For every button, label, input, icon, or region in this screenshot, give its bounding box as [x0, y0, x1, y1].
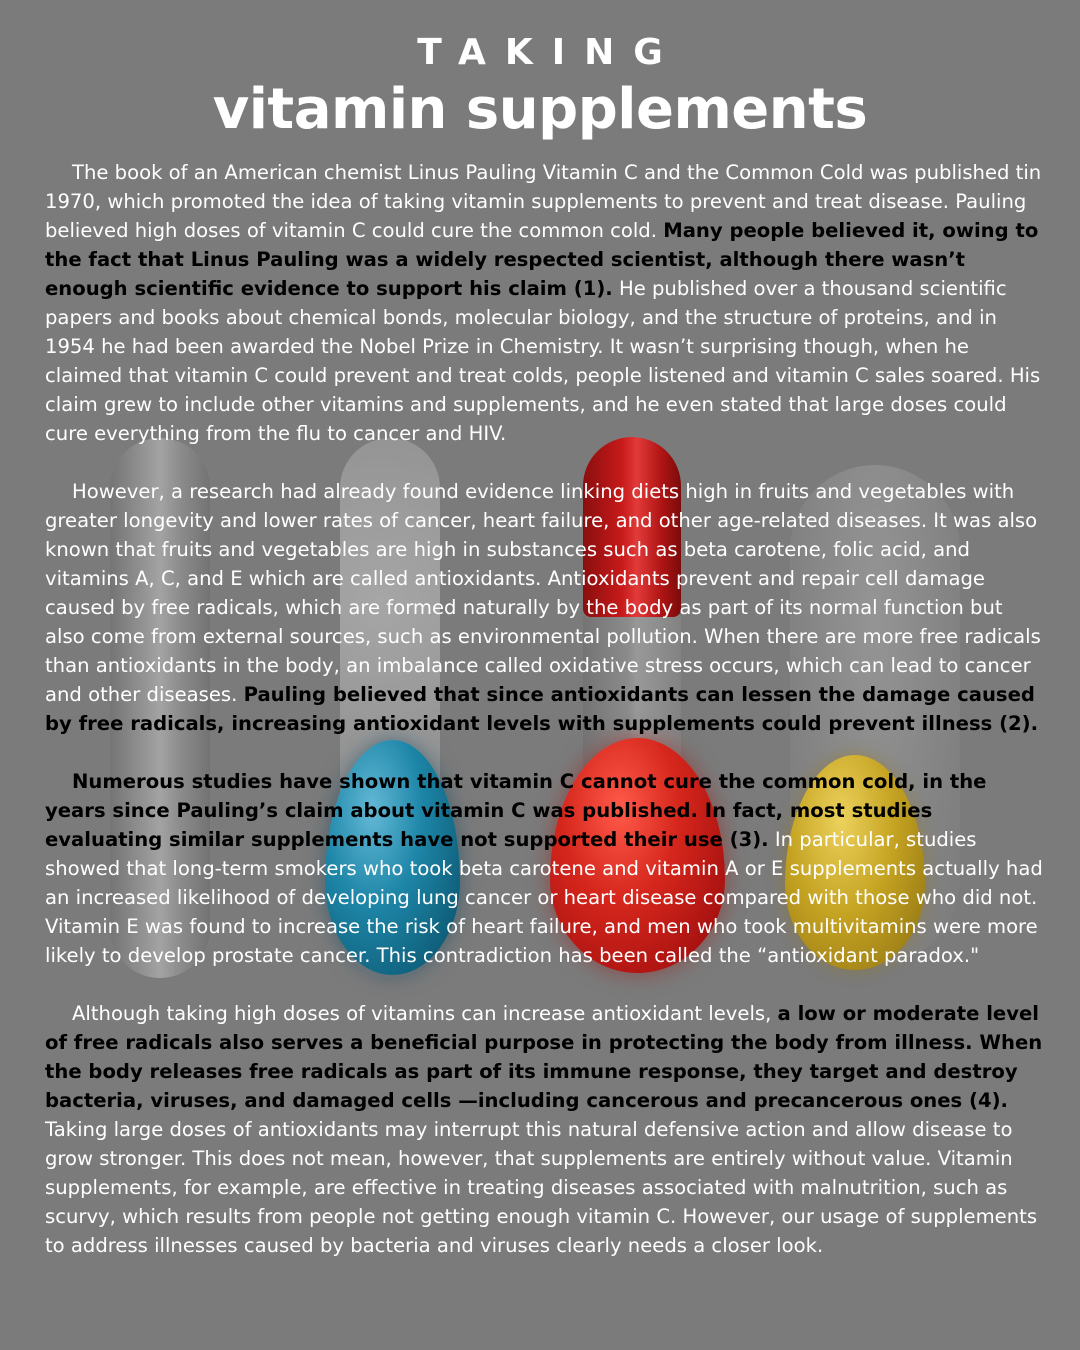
- paragraph-text: However, a research had already found evidence linking diets high in fruits and vegetables with greater longevity and lower rates of cancer, heart failure, and other age-related diseases. It was also known that fruits and vegetables are high in substances such as beta carotene, folic acid, and vitamins A, C, and E which are called antioxidants. Antioxidants prevent and repair cell damage caused by free radicals, which are formed naturally by the body as part of its normal function but also come from external sources, such as environmental pollution. When there are more free radicals than antioxidants in the body, an imbalance called oxidative stress occurs, which can lead to cancer and other diseases.: [45, 480, 1041, 706]
- header: [0, 30, 1080, 144]
- page-title: vitamin supplements: [212, 77, 868, 142]
- paragraph-2: [45, 477, 1045, 738]
- paragraph-4: [45, 999, 1045, 1260]
- paragraph-text: He published over a thousand scientific papers and books about chemical bonds, molecular biology, and the structure of proteins, and in 1954 he had been awarded the Nobel Prize in Chemistry. It wasn’t surprising though, when he claimed that vitamin C could prevent and treat colds, people listened and vitamin C sales soared. His claim grew to include other vitamins and supplements, and he even stated that large doses could cure everything from the flu to cancer and HIV.: [45, 277, 1041, 445]
- paragraph-text: Although taking high doses of vitamins can increase antioxidant levels,: [72, 1002, 778, 1025]
- paragraph-1: [45, 158, 1045, 448]
- paragraph-text: In particular, studies showed that long-term smokers who took beta carotene and vitamin A or E supplements actually had an increased likelihood of developing lung cancer or heart disease compared with those who did not. Vitamin E was found to increase the risk of heart failure, and men who took multivitamins were more likely to develop prostate cancer. This contradiction has been called the “antioxidant paradox.": [45, 828, 1043, 967]
- paragraph-emphasis: a low or moderate level of free radicals also serves a beneficial purpose in protecting the body from illness. When the body releases free radicals as part of its immune response, they target and destroy bacteria, viruses, and damaged cells —including cancerous and precancerous ones (4).: [45, 1002, 1043, 1112]
- paragraph-text: Taking large doses of antioxidants may interrupt this natural defensive action and allow disease to grow stronger. This does not mean, however, that supplements are entirely without value. Vitamin supplements, for example, are effective in treating diseases associated with malnutrition, such as scurvy, which results from people not getting enough vitamin C. However, our usage of supplements to address illnesses caused by bacteria and viruses clearly needs a closer look.: [45, 1118, 1038, 1257]
- paragraph-emphasis: Numerous studies have shown that vitamin C cannot cure the common cold, in the years since Pauling’s claim about vitamin C was published. In fact, most studies evaluating similar supplements have not supported their use (3).: [45, 770, 987, 851]
- article-body: [45, 158, 1045, 1289]
- kicker-heading: TAKING: [417, 32, 682, 73]
- paragraph-text: The book of an American chemist Linus Pauling Vitamin C and the Common Cold was published tin 1970, which promoted the idea of taking vitamin supplements to prevent and treat disease. Pauling believed high doses of vitamin C could cure the common cold.: [45, 161, 1042, 242]
- paragraph-3: [45, 767, 1045, 970]
- paragraph-emphasis: Pauling believed that since antioxidants can lessen the damage caused by free radicals, increasing antioxidant levels with supplements could prevent illness (2).: [45, 683, 1039, 735]
- paragraph-emphasis: Many people believed it, owing to the fact that Linus Pauling was a widely respected scientist, although there wasn’t enough scientific evidence to support his claim (1).: [45, 219, 1039, 300]
